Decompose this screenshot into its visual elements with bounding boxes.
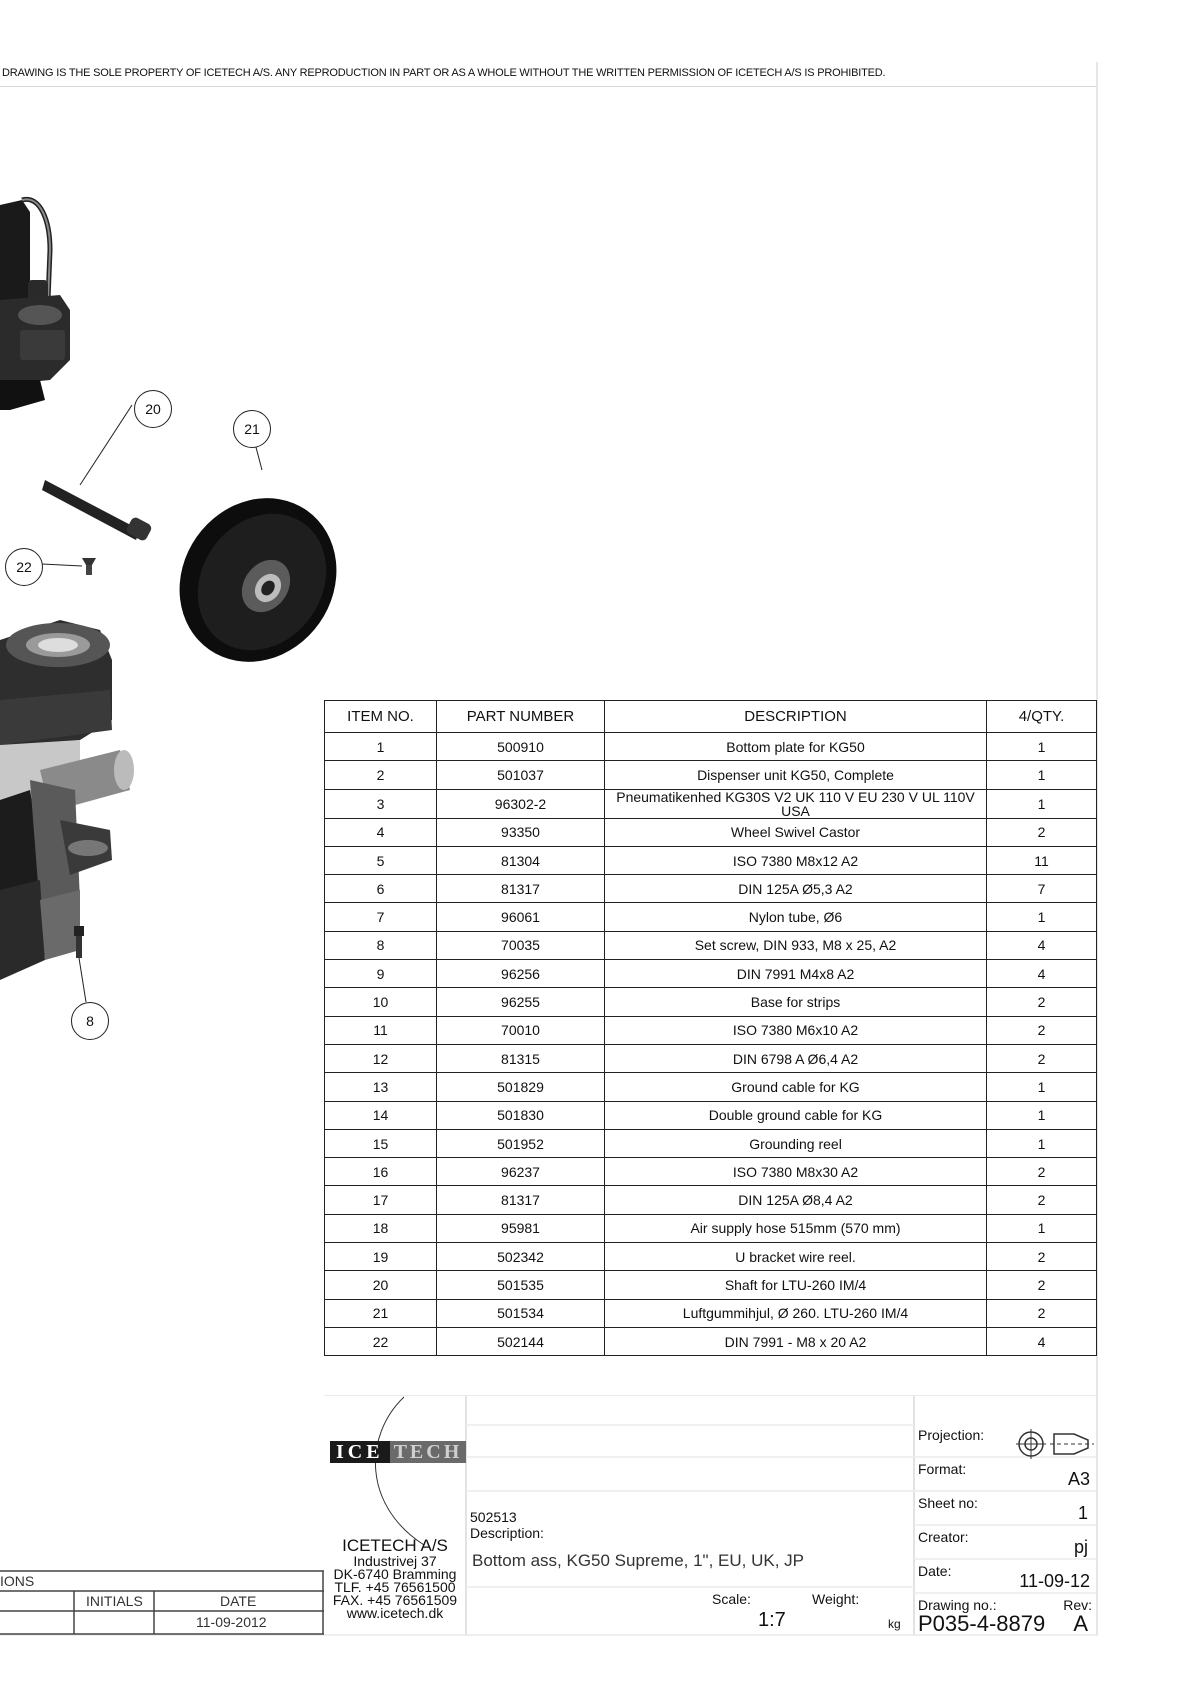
initials-header: INITIALS bbox=[86, 1593, 143, 1609]
cell-qty: 1 bbox=[987, 789, 1097, 818]
assembly-description: Bottom ass, KG50 Supreme, 1", EU, UK, JP bbox=[472, 1551, 804, 1570]
table-row bbox=[325, 1214, 1097, 1242]
cell-description: Pneumatikenhed KG30S V2 UK 110 V EU 230 V UL 110V USA bbox=[605, 789, 987, 818]
cell-item-no: 15 bbox=[325, 1129, 437, 1157]
cell-description: Base for strips bbox=[605, 988, 987, 1016]
cell-description: Shaft for LTU-260 IM/4 bbox=[605, 1271, 987, 1299]
callout-20: 20 bbox=[134, 390, 172, 428]
cell-item-no: 7 bbox=[325, 903, 437, 931]
revisions-title: IONS bbox=[0, 1573, 35, 1589]
callout-8: 8 bbox=[71, 1002, 109, 1040]
description-label: Description: bbox=[470, 1525, 544, 1541]
date-label: Date: bbox=[918, 1563, 952, 1579]
fax: FAX. +45 76561509 bbox=[332, 1592, 458, 1608]
company-address bbox=[324, 1537, 466, 1620]
cell-part-number: 96256 bbox=[437, 960, 605, 988]
dispenser-unit bbox=[0, 620, 134, 980]
cell-description: Ground cable for KG bbox=[605, 1073, 987, 1101]
screw-part-22 bbox=[42, 558, 96, 575]
table-row bbox=[325, 1327, 1097, 1355]
logo-tech: TECH bbox=[390, 1441, 467, 1463]
cell-description: Double ground cable for KG bbox=[605, 1101, 987, 1129]
table-row bbox=[325, 1016, 1097, 1044]
table-row bbox=[325, 988, 1097, 1016]
table-row bbox=[325, 960, 1097, 988]
revisions-block bbox=[0, 1570, 324, 1636]
table-row bbox=[325, 1158, 1097, 1186]
cell-item-no: 2 bbox=[325, 761, 437, 789]
cell-qty: 2 bbox=[987, 988, 1097, 1016]
cell-part-number: 502144 bbox=[437, 1327, 605, 1355]
cell-qty: 1 bbox=[987, 1129, 1097, 1157]
cell-part-number: 96061 bbox=[437, 903, 605, 931]
callout-22: 22 bbox=[5, 548, 43, 586]
table-row bbox=[325, 818, 1097, 846]
cell-description: ISO 7380 M8x12 A2 bbox=[605, 846, 987, 874]
bom-body bbox=[325, 733, 1097, 1356]
cell-item-no: 5 bbox=[325, 846, 437, 874]
cell-qty: 7 bbox=[987, 875, 1097, 903]
table-row bbox=[325, 846, 1097, 874]
cell-part-number: 81317 bbox=[437, 1186, 605, 1214]
format-label: Format: bbox=[918, 1461, 967, 1477]
cell-item-no: 14 bbox=[325, 1101, 437, 1129]
cell-item-no: 22 bbox=[325, 1327, 437, 1355]
cell-part-number: 500910 bbox=[437, 733, 605, 761]
cell-qty: 2 bbox=[987, 1299, 1097, 1327]
cell-item-no: 13 bbox=[325, 1073, 437, 1101]
creator-label: Creator: bbox=[918, 1529, 969, 1545]
address-line-2: DK-6740 Bramming bbox=[333, 1566, 457, 1582]
cell-part-number: 96255 bbox=[437, 988, 605, 1016]
cell-description: ISO 7380 M6x10 A2 bbox=[605, 1016, 987, 1044]
cell-item-no: 6 bbox=[325, 875, 437, 903]
table-row bbox=[325, 1243, 1097, 1271]
cell-description: DIN 125A Ø8,4 A2 bbox=[605, 1186, 987, 1214]
revisions-lines bbox=[0, 1570, 324, 1636]
cell-part-number: 501037 bbox=[437, 761, 605, 789]
table-row bbox=[325, 1299, 1097, 1327]
cell-part-number: 96237 bbox=[437, 1158, 605, 1186]
cell-part-number: 501535 bbox=[437, 1271, 605, 1299]
property-notice: DRAWING IS THE SOLE PROPERTY OF ICETECH A/S. ANY REPRODUCTION IN PART OR AS A WHOLE WITHOUT THE WRITTEN PERMISSION OF ICETECH A/S IS PROHIBITED. bbox=[2, 67, 886, 79]
cell-part-number: 81317 bbox=[437, 875, 605, 903]
cell-description: Set screw, DIN 933, M8 x 25, A2 bbox=[605, 931, 987, 959]
cell-qty: 1 bbox=[987, 1214, 1097, 1242]
cell-part-number: 95981 bbox=[437, 1214, 605, 1242]
scale-value: 1:7 bbox=[758, 1609, 786, 1631]
cell-qty: 2 bbox=[987, 1158, 1097, 1186]
shaft-part-20 bbox=[42, 405, 153, 542]
cell-qty: 4 bbox=[987, 931, 1097, 959]
cell-part-number: 502342 bbox=[437, 1243, 605, 1271]
cell-qty: 2 bbox=[987, 1044, 1097, 1072]
cell-part-number: 501534 bbox=[437, 1299, 605, 1327]
table-row bbox=[325, 1073, 1097, 1101]
cell-item-no: 8 bbox=[325, 931, 437, 959]
cell-description: Bottom plate for KG50 bbox=[605, 733, 987, 761]
table-row bbox=[325, 875, 1097, 903]
header-description: DESCRIPTION bbox=[605, 701, 987, 733]
cell-qty: 1 bbox=[987, 1101, 1097, 1129]
format-value: A3 bbox=[1067, 1469, 1090, 1489]
title-block bbox=[324, 1395, 1096, 1635]
wheel-part-21 bbox=[148, 432, 340, 693]
creator-value: pj bbox=[1073, 1537, 1088, 1557]
phone: TLF. +45 76561500 bbox=[334, 1579, 456, 1595]
address-line-1: Industrivej 37 bbox=[353, 1553, 437, 1569]
header-qty: 4/QTY. bbox=[987, 701, 1097, 733]
projection-label: Projection: bbox=[918, 1427, 985, 1443]
cell-qty: 2 bbox=[987, 1243, 1097, 1271]
cell-part-number: 70035 bbox=[437, 931, 605, 959]
cell-qty: 2 bbox=[987, 818, 1097, 846]
website: www.icetech.dk bbox=[346, 1605, 444, 1621]
date-header: DATE bbox=[220, 1593, 257, 1609]
scale-label: Scale: bbox=[712, 1591, 751, 1607]
cell-description: Wheel Swivel Castor bbox=[605, 818, 987, 846]
cell-part-number: 70010 bbox=[437, 1016, 605, 1044]
cell-description: DIN 7991 M4x8 A2 bbox=[605, 960, 987, 988]
rev-value: A bbox=[1073, 1611, 1088, 1636]
cell-description: Nylon tube, Ø6 bbox=[605, 903, 987, 931]
table-row bbox=[325, 1186, 1097, 1214]
cell-item-no: 12 bbox=[325, 1044, 437, 1072]
cell-part-number: 96302-2 bbox=[437, 789, 605, 818]
cell-item-no: 9 bbox=[325, 960, 437, 988]
cell-item-no: 18 bbox=[325, 1214, 437, 1242]
cell-part-number: 501829 bbox=[437, 1073, 605, 1101]
cell-item-no: 21 bbox=[325, 1299, 437, 1327]
cell-description: Grounding reel bbox=[605, 1129, 987, 1157]
cell-description: DIN 125A Ø5,3 A2 bbox=[605, 875, 987, 903]
cell-item-no: 4 bbox=[325, 818, 437, 846]
cell-item-no: 16 bbox=[325, 1158, 437, 1186]
weight-unit: kg bbox=[888, 1617, 901, 1631]
exploded-assembly-drawing bbox=[0, 100, 340, 1040]
table-row bbox=[325, 1044, 1097, 1072]
cell-item-no: 1 bbox=[325, 733, 437, 761]
cell-qty: 2 bbox=[987, 1271, 1097, 1299]
cell-part-number: 93350 bbox=[437, 818, 605, 846]
header-item-no: ITEM NO. bbox=[325, 701, 437, 733]
cell-item-no: 3 bbox=[325, 789, 437, 818]
table-row bbox=[325, 761, 1097, 789]
cell-qty: 1 bbox=[987, 761, 1097, 789]
cell-item-no: 20 bbox=[325, 1271, 437, 1299]
cell-description: ISO 7380 M8x30 A2 bbox=[605, 1158, 987, 1186]
cell-description: Air supply hose 515mm (570 mm) bbox=[605, 1214, 987, 1242]
table-row bbox=[325, 733, 1097, 761]
table-row bbox=[325, 1129, 1097, 1157]
drawing-number: P035-4-8879 bbox=[918, 1611, 1046, 1636]
table-row bbox=[325, 1101, 1097, 1129]
notice-divider bbox=[0, 86, 1096, 87]
cell-qty: 1 bbox=[987, 1073, 1097, 1101]
cell-part-number: 81304 bbox=[437, 846, 605, 874]
revision-date: 11-09-2012 bbox=[196, 1614, 267, 1630]
cell-description: Dispenser unit KG50, Complete bbox=[605, 761, 987, 789]
cell-part-number: 501830 bbox=[437, 1101, 605, 1129]
weight-label: Weight: bbox=[812, 1591, 860, 1607]
cell-part-number: 501952 bbox=[437, 1129, 605, 1157]
cell-item-no: 19 bbox=[325, 1243, 437, 1271]
rev-label: Rev: bbox=[1063, 1597, 1092, 1613]
cell-qty: 1 bbox=[987, 903, 1097, 931]
table-row bbox=[325, 1271, 1097, 1299]
cell-description: Luftgummihjul, Ø 260. LTU-260 IM/4 bbox=[605, 1299, 987, 1327]
logo-ice: ICE bbox=[330, 1441, 390, 1463]
table-row bbox=[325, 931, 1097, 959]
pneumatic-unit bbox=[0, 199, 70, 410]
cell-qty: 1 bbox=[987, 733, 1097, 761]
cell-qty: 4 bbox=[987, 1327, 1097, 1355]
table-header-row bbox=[325, 701, 1097, 733]
bill-of-materials-table bbox=[324, 700, 1097, 1356]
company-name: ICETECH A/S bbox=[342, 1536, 448, 1555]
header-part-number: PART NUMBER bbox=[437, 701, 605, 733]
cell-description: DIN 7991 - M8 x 20 A2 bbox=[605, 1327, 987, 1355]
cell-item-no: 11 bbox=[325, 1016, 437, 1044]
cell-item-no: 10 bbox=[325, 988, 437, 1016]
table-row bbox=[325, 789, 1097, 818]
sheet-label: Sheet no: bbox=[918, 1495, 978, 1511]
icetech-logo bbox=[330, 1441, 466, 1463]
sheet-value: 1 bbox=[1077, 1503, 1088, 1523]
date-value: 11-09-12 bbox=[1019, 1571, 1090, 1591]
cell-qty: 11 bbox=[987, 846, 1097, 874]
assembly-part-number: 502513 bbox=[470, 1509, 517, 1525]
callout-21: 21 bbox=[233, 410, 271, 448]
cell-qty: 4 bbox=[987, 960, 1097, 988]
table-row bbox=[325, 903, 1097, 931]
projection-symbol-icon bbox=[1016, 1429, 1094, 1459]
cell-qty: 2 bbox=[987, 1016, 1097, 1044]
cell-description: U bracket wire reel. bbox=[605, 1243, 987, 1271]
cell-item-no: 17 bbox=[325, 1186, 437, 1214]
cell-qty: 2 bbox=[987, 1186, 1097, 1214]
drawing-no-label: Drawing no.: bbox=[918, 1597, 997, 1613]
cell-part-number: 81315 bbox=[437, 1044, 605, 1072]
cell-description: DIN 6798 A Ø6,4 A2 bbox=[605, 1044, 987, 1072]
